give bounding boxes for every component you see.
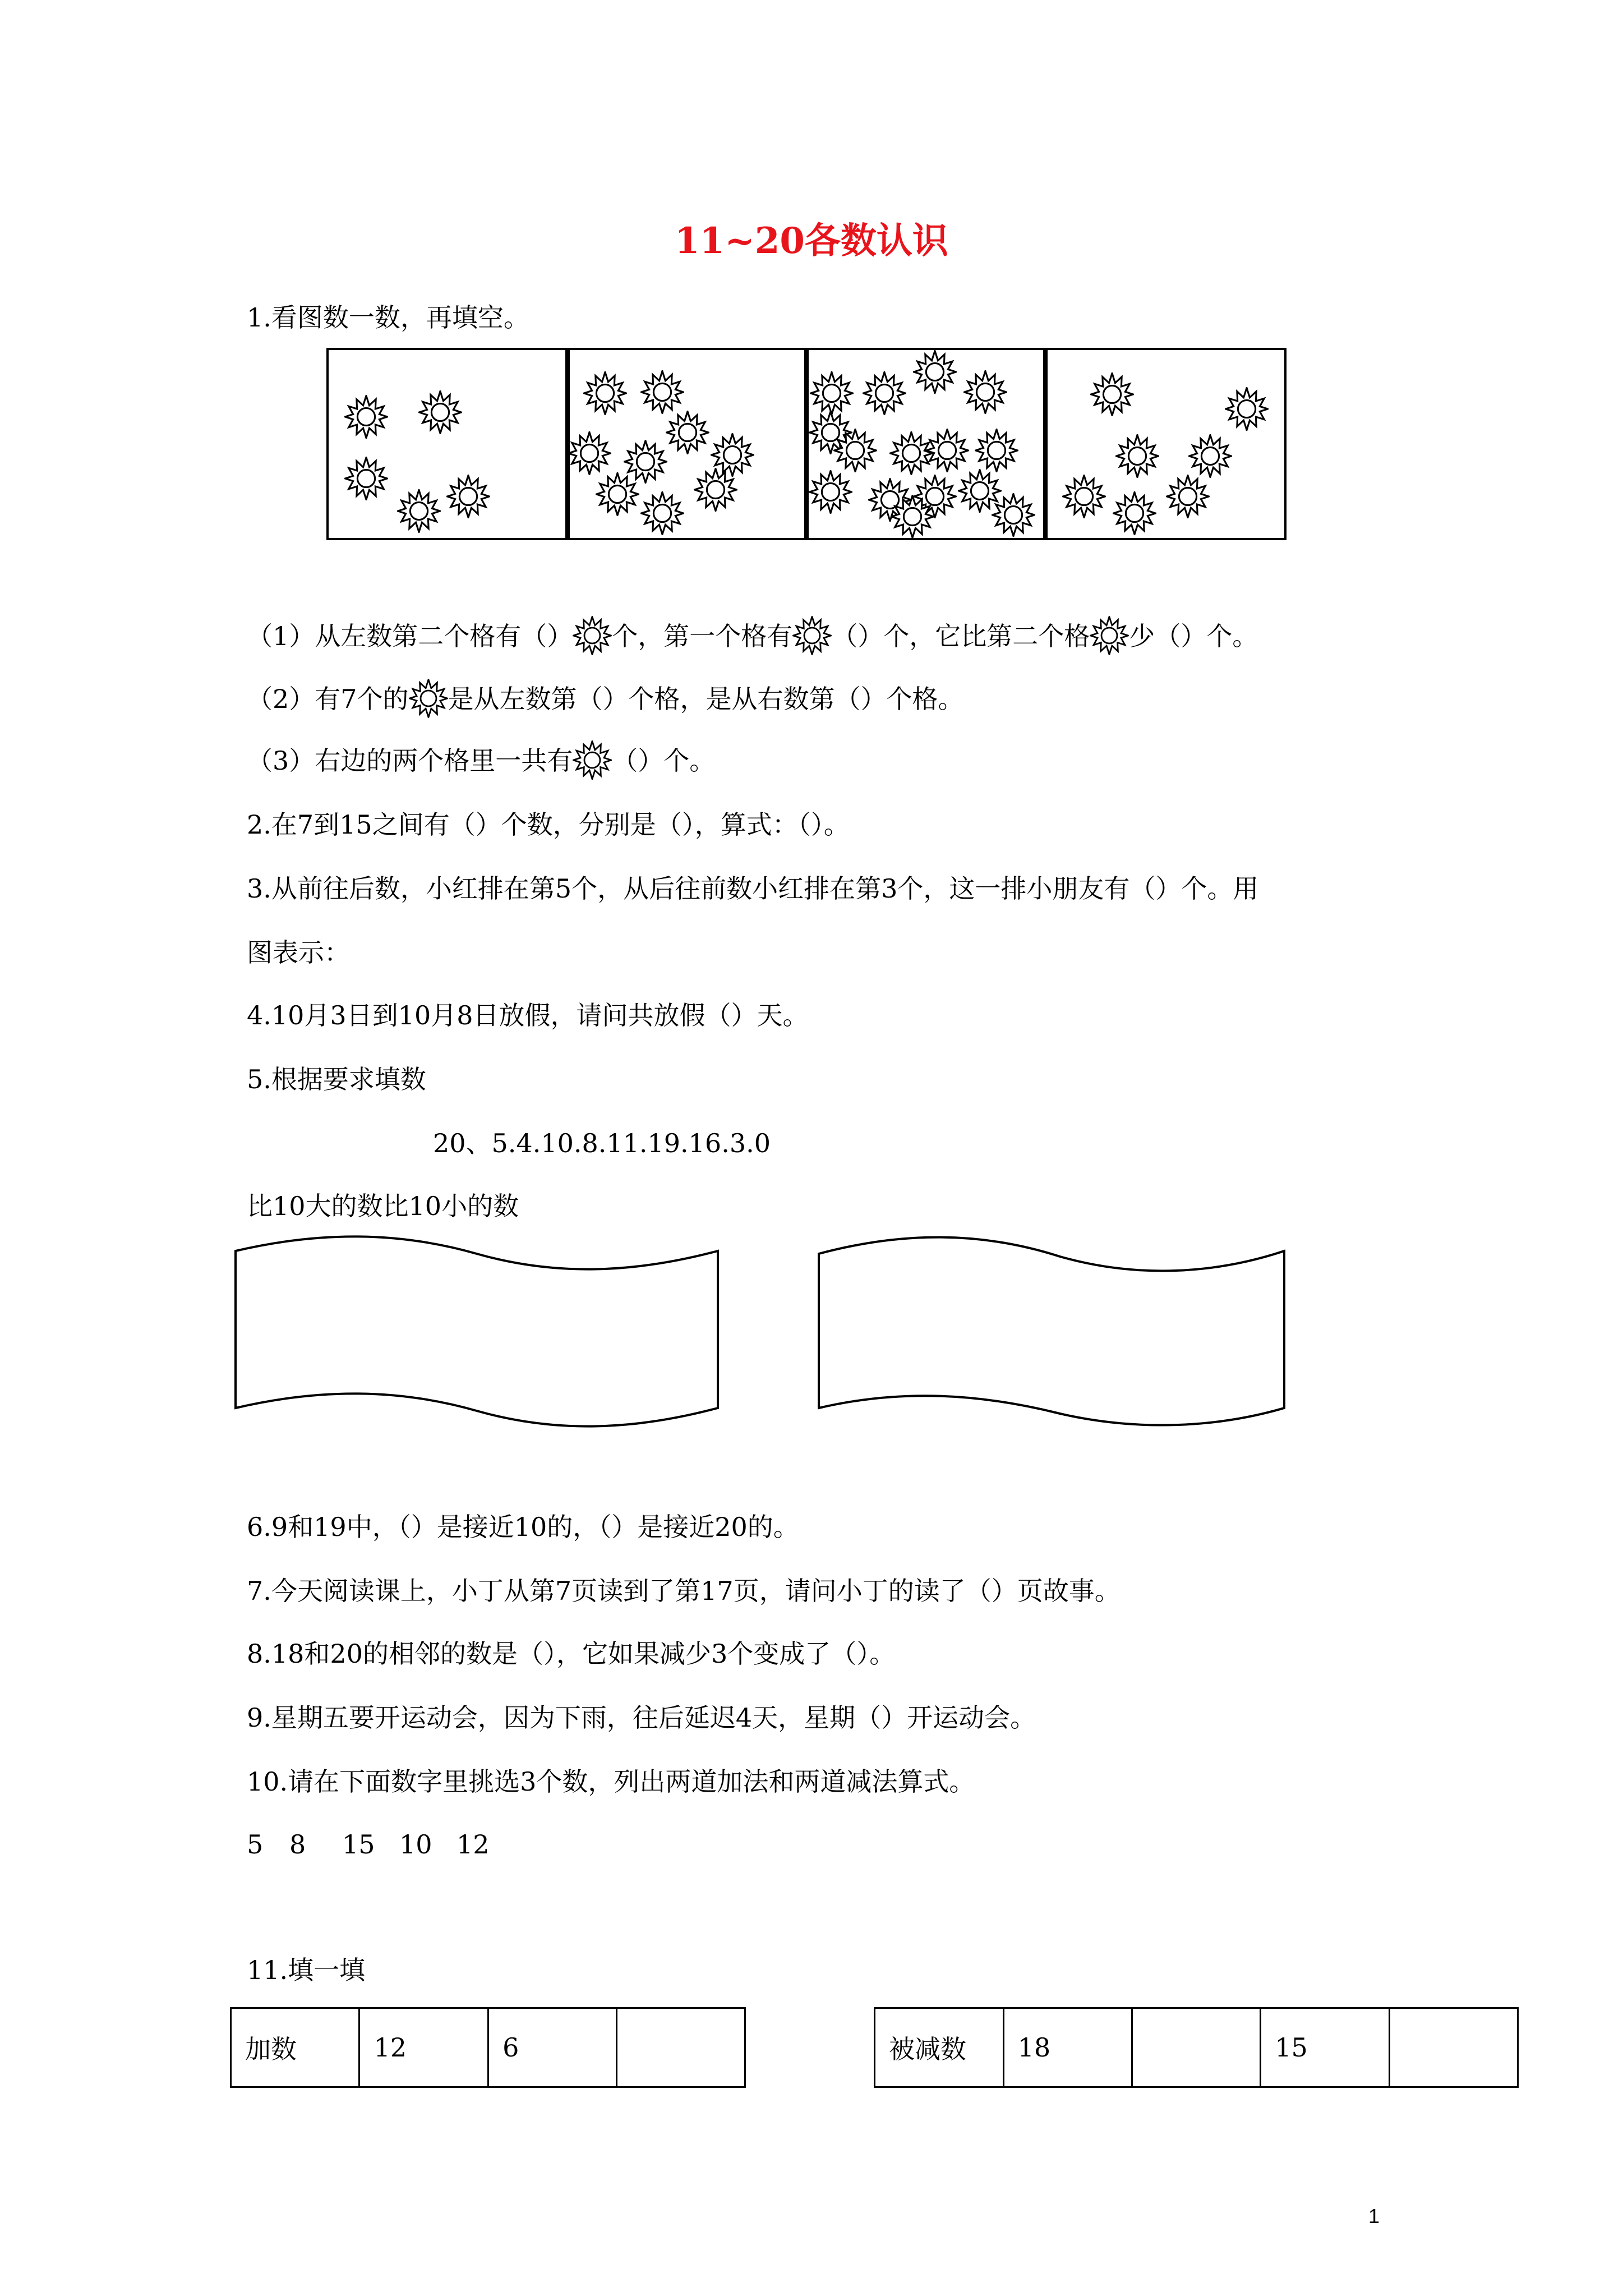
table-addend [230, 2007, 746, 2088]
number-item: 8 [289, 1829, 306, 1860]
sun-icon [1166, 475, 1210, 518]
q3-text-2: 图表示： [247, 937, 350, 968]
sun-icon [694, 468, 737, 512]
sun-icon [963, 370, 1007, 414]
sun-icon [446, 475, 490, 518]
sun-box-3 [804, 348, 1048, 540]
table-cell: 被减数 [875, 2008, 1004, 2087]
sun-icon [573, 740, 612, 780]
q5-numbers: 20、5.4.10.8.11.19.16.3.0 [433, 1128, 771, 1158]
number-item: 10 [399, 1829, 432, 1860]
wavy-box-greater [224, 1234, 729, 1442]
number-item: 12 [457, 1829, 490, 1860]
sun-icon [568, 431, 611, 475]
sun-icon [640, 491, 684, 535]
q4-text: 4.10月3日到10月8日放假，请问共放假（）天。 [247, 1000, 809, 1030]
table-cell [1132, 2008, 1261, 2087]
sun-icon [583, 371, 627, 415]
q6-text: 6.9和19中，（）是接近10的，（）是接近20的。 [247, 1512, 799, 1542]
sun-icon [891, 495, 934, 539]
sun-icon [992, 493, 1035, 537]
page-number: 1 [1368, 2205, 1380, 2228]
q5-heading: 5.根据要求填数 [247, 1064, 426, 1094]
sun-icon [344, 457, 388, 500]
sun-icon [1090, 372, 1134, 416]
sun-icon [809, 470, 852, 514]
sun-icon [925, 429, 969, 472]
sun-icon [975, 429, 1018, 472]
sun-icon [1188, 434, 1232, 478]
number-item: 15 [342, 1829, 375, 1860]
q5-labels: 比10大的数比10小的数 [247, 1191, 519, 1221]
sun-icon [1115, 434, 1159, 478]
sun-icon [792, 616, 832, 655]
table-cell: 12 [359, 2008, 488, 2087]
q1-sub1: （1）从左数第二个格有（） 个，第一个格有 （）个，它比第二个格 少（）个。 [247, 619, 1258, 655]
q11-heading: 11.填一填 [247, 1955, 366, 1985]
sun-icon [596, 472, 639, 516]
q1-sub3: （3）右边的两个格里一共有 （）个。 [247, 744, 715, 780]
sun-box-1 [326, 348, 570, 540]
sun-icon [344, 395, 388, 439]
sun-icon [810, 371, 854, 415]
sun-icon [409, 679, 448, 718]
sun-icon [833, 429, 877, 472]
sun-icon [1090, 616, 1129, 655]
q8-text: 8.18和20的相邻的数是（），它如果减少3个变成了（）。 [247, 1639, 896, 1669]
q10-heading: 10.请在下面数字里挑选3个数，列出两道加法和两道减法算式。 [247, 1766, 975, 1797]
q7-text: 7.今天阅读课上，小丁从第7页读到了第17页，请问小丁的读了（）页故事。 [247, 1576, 1121, 1606]
sun-icon [397, 489, 441, 533]
sun-icon [1225, 387, 1269, 431]
sun-icon [913, 350, 957, 394]
sun-box-4 [1043, 348, 1287, 540]
sun-icon [1062, 475, 1106, 518]
table-cell: 加数 [231, 2008, 359, 2087]
wavy-box-less [808, 1234, 1312, 1442]
sun-icon [640, 370, 684, 414]
table-cell [617, 2008, 745, 2087]
sun-icon [863, 371, 906, 415]
page-title: 11~20各数认识 [675, 220, 948, 262]
table-cell: 18 [1003, 2008, 1132, 2087]
sun-box-2 [565, 348, 809, 540]
table-cell: 6 [488, 2008, 617, 2087]
q2-text: 2.在7到15之间有（）个数，分别是（），算式：（）。 [247, 809, 850, 840]
q10-numbers [247, 1828, 490, 1861]
sun-icon [418, 390, 462, 434]
table-cell: 15 [1261, 2008, 1390, 2087]
sun-icon [573, 616, 612, 655]
sun-icon [666, 411, 709, 454]
sun-icon [1113, 491, 1156, 535]
table-minuend [874, 2007, 1519, 2088]
q1-heading: 1.看图数一数，再填空。 [247, 302, 529, 333]
q1-sub2: （2）有7个的 是从左数第（）个格，是从右数第（）个格。 [247, 682, 964, 718]
table-cell [1390, 2008, 1518, 2087]
number-item: 5 [247, 1829, 264, 1860]
q9-text: 9.星期五要开运动会，因为下雨，往后延迟4天，星期（）开运动会。 [247, 1703, 1036, 1733]
q3-text-1: 3.从前往后数，小红排在第5个，从后往前数小红排在第3个，这一排小朋友有（）个。用 [247, 873, 1259, 904]
